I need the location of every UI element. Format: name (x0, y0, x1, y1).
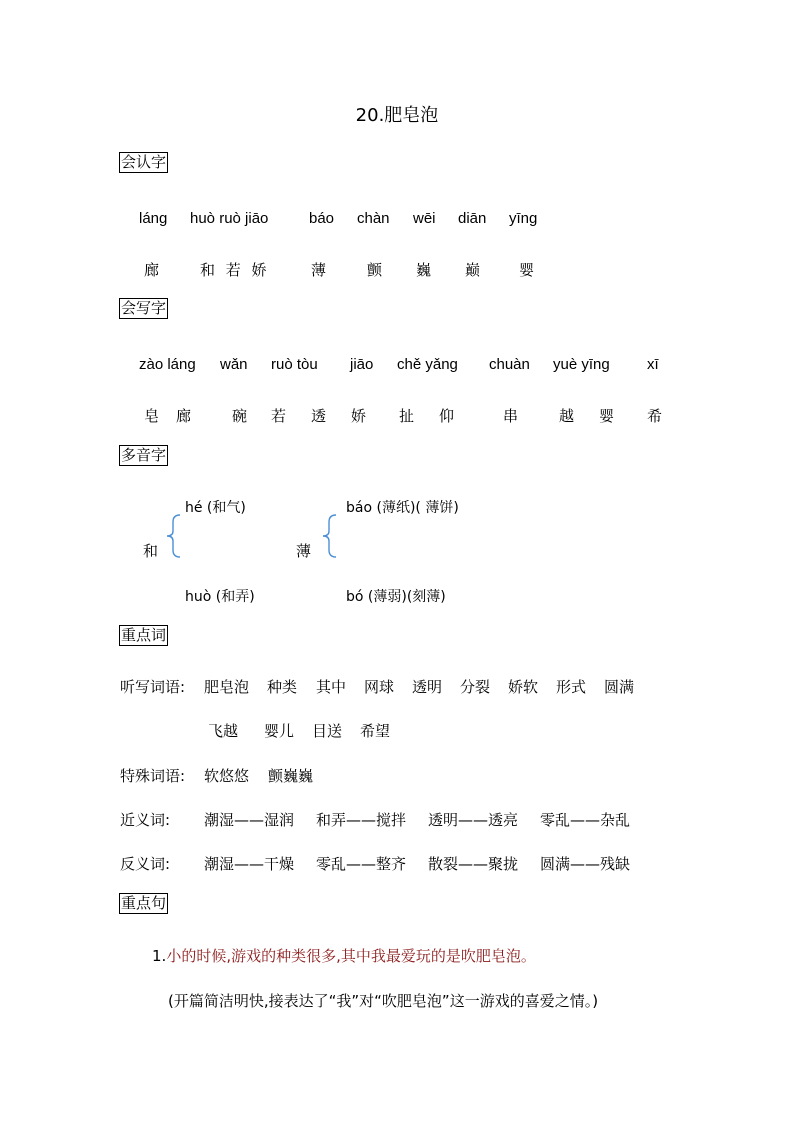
pinyin-jiao2: jiāo (350, 356, 374, 373)
char-jiao: 娇 (351, 407, 367, 425)
word-item: 透明 (412, 678, 443, 696)
char-wei: 巍 (416, 261, 432, 279)
word-item: 飞越 (208, 722, 239, 740)
word-item: 种类 (267, 678, 298, 696)
page-title: 20.肥皂泡 (355, 105, 439, 126)
word-pair: 潮湿——湿润 (204, 811, 295, 829)
pinyin-zao-lang: zào láng (139, 356, 196, 373)
char-tou: 透 (311, 407, 327, 425)
pinyin-xi: xī (647, 356, 659, 373)
word-item: 肥皂泡 (204, 678, 250, 696)
char-ying: 婴 (519, 261, 535, 279)
word-item: 娇软 (508, 678, 539, 696)
sentence-number: 1. (152, 947, 167, 965)
word-item: 形式 (556, 678, 587, 696)
section-label-duoyin: 多音字 (121, 446, 167, 464)
char-chuan: 串 (503, 407, 519, 425)
char-xi: 希 (647, 407, 663, 425)
teshu-label: 特殊词语: (120, 767, 186, 785)
key-sentence-1 (152, 945, 536, 966)
sentence-text: 小的时候,游戏的种类很多,其中我最爱玩的是吹肥皂泡。 (166, 947, 536, 965)
char-dian: 巅 (465, 261, 481, 279)
bao-reading-top: báo (薄纸)( 薄饼) (346, 500, 459, 516)
pinyin-huo-ruo-jiao: huò ruò jiāo (190, 210, 269, 227)
he-reading-top: hé (和气) (185, 500, 246, 516)
pinyin-ying: yīng (509, 210, 538, 227)
pinyin-bao: báo (309, 210, 335, 227)
pinyin-ruo-tou: ruò tòu (271, 356, 318, 373)
char-yue: 越 (559, 407, 575, 425)
word-pair: 潮湿——干燥 (204, 855, 295, 873)
word-item: 圆满 (604, 678, 635, 696)
jinyi-label: 近义词: (120, 811, 171, 829)
section-label-renzi: 会认字 (121, 153, 167, 171)
char-chan: 颤 (367, 261, 383, 279)
bao-char: 薄 (296, 542, 312, 560)
pinyin-lang: láng (139, 210, 168, 227)
word-item: 颤巍巍 (268, 767, 314, 785)
char-bao: 薄 (311, 261, 327, 279)
pinyin-dian: diān (458, 210, 487, 227)
word-item: 软悠悠 (204, 767, 250, 785)
char-lang: 廊 (144, 261, 160, 279)
word-pair: 零乱——杂乱 (540, 811, 631, 829)
word-pair: 透明——透亮 (428, 811, 519, 829)
char-lang2: 廊 (176, 407, 192, 425)
word-pair: 零乱——整齐 (316, 855, 407, 873)
char-yang: 仰 (439, 407, 455, 425)
pinyin-wei: wēi (413, 210, 436, 227)
char-zao: 皂 (144, 407, 160, 425)
word-item: 婴儿 (264, 722, 295, 740)
word-pair: 圆满——残缺 (540, 855, 631, 873)
bao-reading-bottom: bó (薄弱)(刻薄) (346, 589, 446, 605)
char-ruo: 若 (271, 407, 287, 425)
word-pair: 散裂——聚拢 (428, 855, 519, 873)
word-item: 目送 (312, 722, 343, 740)
word-item: 希望 (360, 722, 391, 740)
word-item: 其中 (316, 678, 347, 696)
char-che: 扯 (399, 407, 415, 425)
pinyin-yue-ying: yuè yīng (553, 356, 610, 373)
word-item: 分裂 (460, 678, 491, 696)
word-pair: 和弄——搅拌 (316, 811, 407, 829)
pinyin-chuan: chuàn (489, 356, 530, 373)
pinyin-wan: wǎn (220, 356, 248, 373)
char-ying2: 婴 (599, 407, 615, 425)
fanyi-label: 反义词: (120, 855, 171, 873)
section-label-ju: 重点句 (121, 894, 167, 912)
char-he-ruo-jiao: 和 若 娇 (200, 261, 267, 279)
he-char: 和 (143, 542, 159, 560)
he-reading-bottom: huò (和弄) (185, 589, 255, 605)
char-wan: 碗 (232, 407, 248, 425)
section-label-ci: 重点词 (121, 626, 167, 644)
pinyin-che-yang: chě yǎng (397, 356, 458, 373)
left-brace-icon (320, 514, 340, 558)
word-item: 网球 (364, 678, 395, 696)
pinyin-chan: chàn (357, 210, 390, 227)
section-label-xiezi: 会写字 (121, 299, 167, 317)
sentence-note: (开篇简洁明快,接表达了“我”对“吹肥皂泡”这一游戏的喜爱之情。) (168, 992, 599, 1010)
left-brace-icon (164, 514, 184, 558)
tingxie-label: 听写词语: (120, 678, 186, 696)
